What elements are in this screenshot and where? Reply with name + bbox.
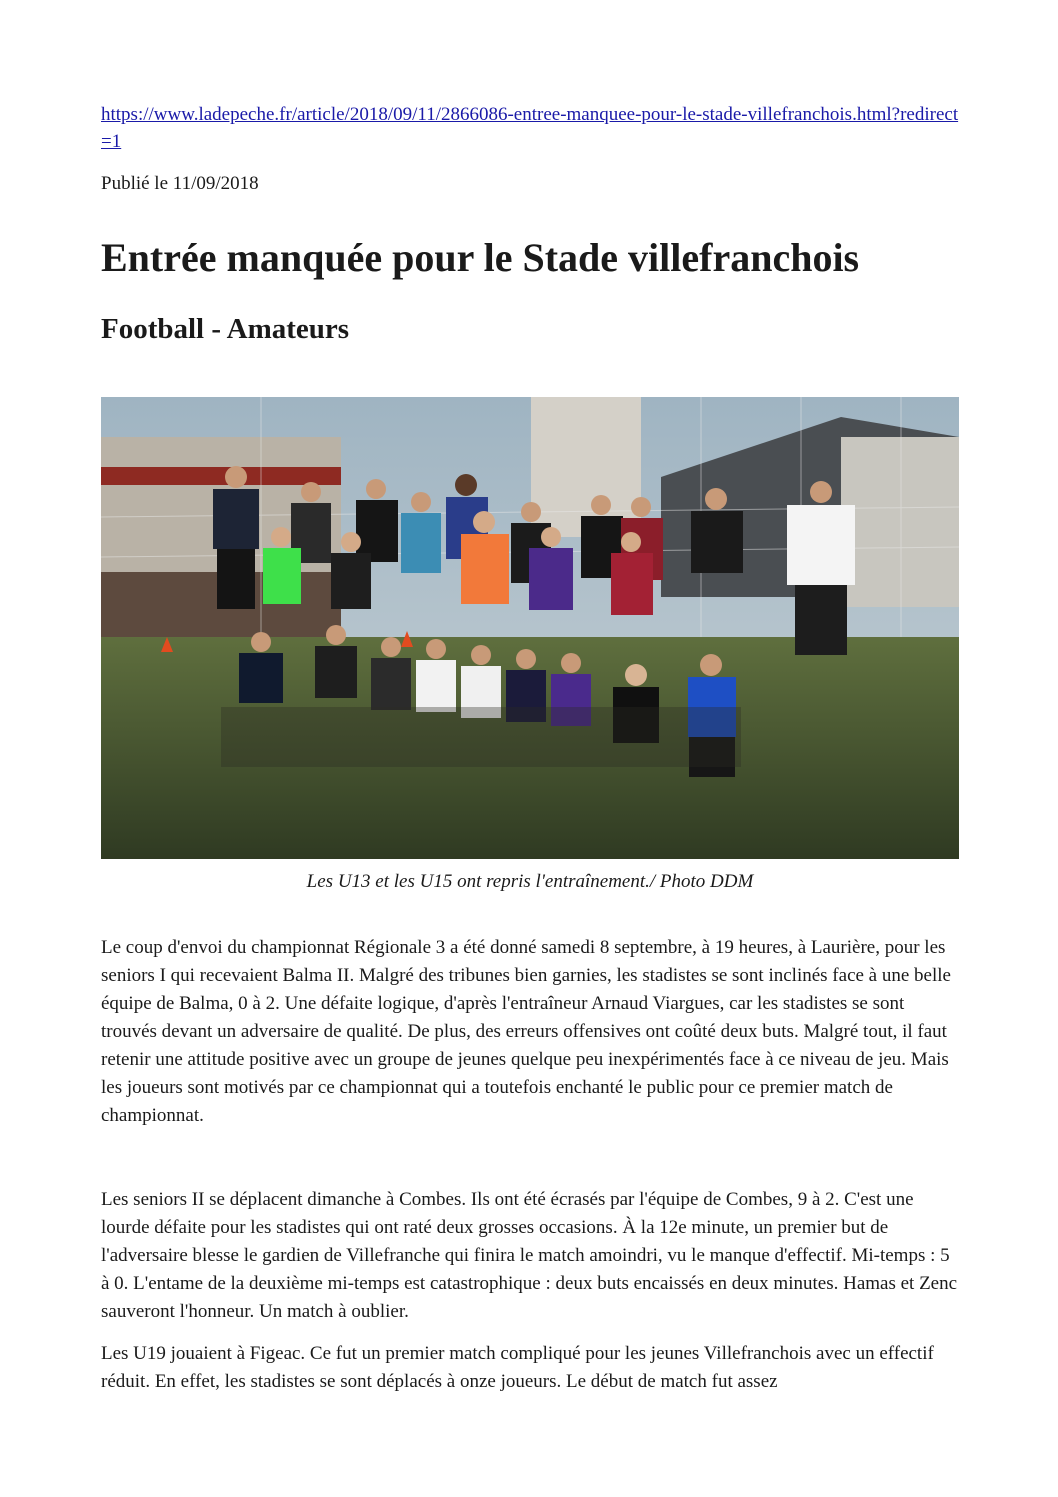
article-paragraph-3: Les U19 jouaient à Figeac. Ce fut un premier match compliqué pour les jeunes Villefranchois avec un effectif réduit. En effet, les stadistes se sont déplacés à onze joueurs. Le début de match fut assez xyxy=(101,1343,934,1392)
photo-caption: Les U13 et les U15 ont repris l'entraînement./ Photo DDM xyxy=(306,871,754,892)
publication-date: Publié le 11/09/2018 xyxy=(101,173,259,194)
article-subtitle: Football - Amateurs xyxy=(101,313,350,345)
team-photo xyxy=(101,397,959,859)
article-paragraph-2: Les seniors II se déplacent dimanche à Combes. Ils ont été écrasés par l'équipe de Combes, 9 à 2. C'est une lourde défaite pour les stadistes qui ont raté deux grosses occasions. À la 12e minute, un premier but de l'adversaire blesse le gardien de Villefranche qui finira le match amoindri, vu le manque d'effectif. Mi-temps : 5 à 0. L'entame de la deuxième mi-temps est catastrophique : deux buts encaissés en deux minutes. Hamas et Zenc sauveront l'honneur. Un match à oublier. xyxy=(101,1189,958,1322)
article-title: Entrée manquée pour le Stade villefranchois xyxy=(101,235,860,280)
article-paragraph-1: Le coup d'envoi du championnat Régionale 3 a été donné samedi 8 septembre, à 19 heures, à Laurière, pour les seniors I qui recevaient Balma II. Malgré des tribunes bien garnies, les stadistes se sont inclinés face à une belle équipe de Balma, 0 à 2. Une défaite logique, d'après l'entraîneur Arnaud Viargues, car les stadistes se sont trouvés devant un adversaire de qualité. De plus, des erreurs offensives ont coûté deux buts. Malgré tout, il faut retenir une attitude positive avec un groupe de jeunes quelque peu inexpérimentés face à ce niveau de jeu. Mais les joueurs sont motivés par ce championnat qui a toutefois enchanté le public pour ce premier match de championnat. xyxy=(101,937,951,1126)
team-photo-illustration xyxy=(101,397,959,859)
source-link[interactable]: https://www.ladepeche.fr/article/2018/09/11/2866086-entree-manquee-pour-le-stade-villefranchois.html?redirect=1 xyxy=(101,104,959,152)
